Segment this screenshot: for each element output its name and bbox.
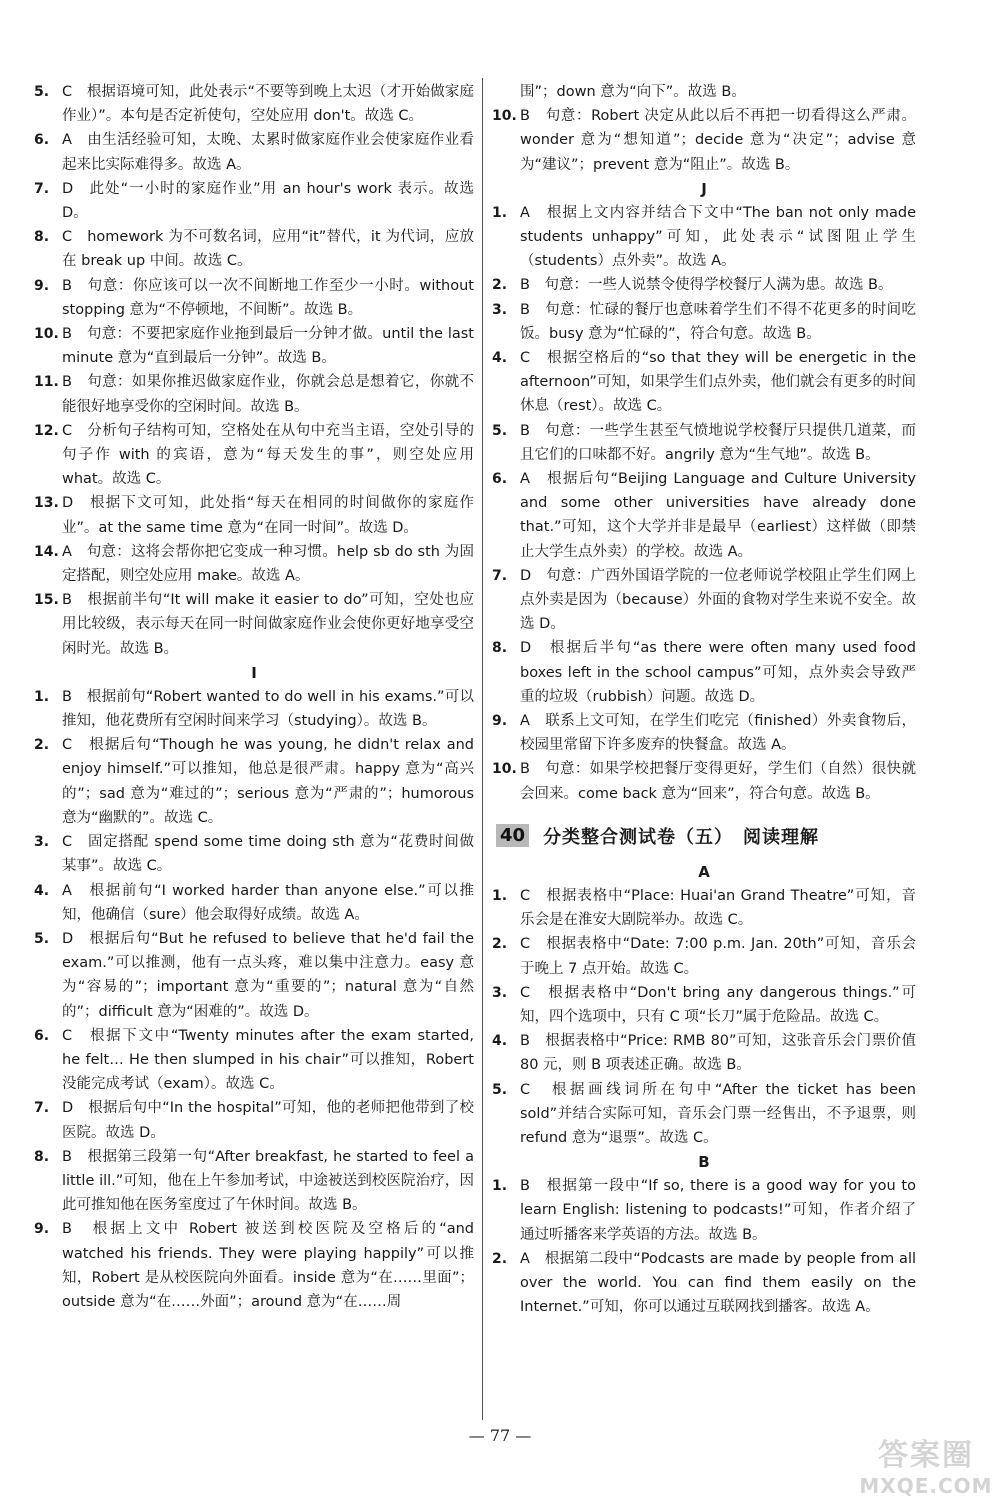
question-number: 4. (492, 350, 508, 367)
question-number: 6. (34, 1027, 50, 1044)
answer-entry (492, 884, 916, 932)
section-heading: J (701, 179, 707, 198)
question-number: 12. (34, 422, 59, 439)
explanation-text: B 句意：忙碌的餐厅也意味着学生们不得不花更多的时间吃饭。busy 意为“忙碌的”，符合句意。故选 B。 (520, 301, 916, 342)
question-number: 8. (34, 229, 50, 246)
question-number: 10. (492, 761, 517, 778)
explanation-text: C 根据表格中“Date: 7:00 p.m. Jan. 20th”可知，音乐会于晚上 7 点开始。故选 C。 (520, 936, 916, 977)
explanation-text: B 句意：一些学生甚至气愤地说学校餐厅只提供几道菜，而且它们的口味都不好。angrily 意为“生气地”。故选 B。 (520, 422, 916, 463)
question-number: 15. (34, 592, 59, 609)
question-number: 10. (34, 326, 59, 343)
question-number: 1. (34, 688, 50, 705)
answer-entry (492, 419, 916, 467)
answer-entry (34, 1217, 474, 1314)
answer-entry (34, 733, 474, 830)
section-heading: A (698, 862, 710, 881)
question-number: 1. (492, 887, 508, 904)
answer-entry (492, 932, 916, 980)
explanation-text: C 根据语境可知，此处表示“不要等到晚上太迟（才开始做家庭作业）”。本句是否定祈使句，空处应用 don't。故选 C。 (62, 84, 474, 125)
answer-entry (34, 225, 474, 273)
question-number: 5. (492, 1081, 508, 1098)
question-number: 3. (34, 834, 50, 851)
left-column (34, 80, 474, 1314)
answer-entry (492, 709, 916, 757)
answer-entry (492, 757, 916, 805)
explanation-text: B 句意：一些人说禁令使得学校餐厅人满为患。故选 B。 (520, 277, 893, 294)
explanation-text: B 根据第三段第一句“After breakfast, he started to feel a little ill.”可知，他在上午参加考试，中途被送到校医院治疗，因此可推知他在医务室度过了午休时间。故选 B。 (62, 1148, 474, 1214)
explanation-text: C 根据画线词所在句中“After the ticket has been sold”并结合实际可知，音乐会门票一经售出，不予退票，则 refund 意为“退票”。故选 C。 (520, 1081, 916, 1146)
explanation-text: B 句意：你应该可以一次不间断地工作至少一小时。without stopping 意为“不停顿地，不间断”。故选 B。 (62, 277, 474, 318)
explanation-text: 围”；down 意为“向下”。故选 B。 (520, 84, 746, 100)
explanation-text: A 由生活经验可知，太晚、太累时做家庭作业会使家庭作业看起来比实际难得多。故选 A。 (62, 132, 474, 173)
answer-entry (492, 80, 916, 104)
answer-entry (492, 981, 916, 1029)
explanation-text: C 根据下文中“Twenty minutes after the exam started, he felt… He then slumped in his chair”可以推知，Robert 没能完成考试（exam）。故选 C。 (62, 1027, 474, 1093)
explanation-text: D 此处“一小时的家庭作业”用 an hour's work 表示。故选 D。 (62, 180, 474, 222)
answer-entry (34, 1024, 474, 1097)
question-number: 6. (34, 132, 50, 149)
answer-entry (34, 274, 474, 322)
question-number: 13. (34, 495, 59, 512)
answer-entry (492, 1029, 916, 1077)
question-number: 1. (492, 204, 508, 221)
answer-entry (492, 1247, 916, 1320)
answer-entry (34, 322, 474, 370)
explanation-text: B 句意：如果你推迟做家庭作业，你就会总是想着它，你就不能很好地享受你的空闲时间。故选 B。 (62, 374, 474, 415)
answer-entry (492, 273, 916, 297)
watermark-bottom: MXQE.COM (859, 1474, 993, 1498)
answer-entry (34, 540, 474, 588)
explanation-text: C 根据表格中“Don't bring any dangerous things.”可知，四个选项中，只有 C 项“长刀”属于危险品。故选 C。 (520, 984, 916, 1025)
section-heading: I (251, 663, 257, 682)
watermark-logo (856, 1430, 996, 1500)
explanation-text: A 句意：这将会帮你把它变成一种习惯。help sb do sth 为固定搭配，则空处应用 make。故选 A。 (62, 543, 474, 585)
unit-number: 40 (496, 824, 529, 847)
explanation-text: B 根据第一段中“If so, there is a good way for you to learn English: listening to podcasts!”可知，作者介绍了通过听播客来学英语的方法。故选 B。 (520, 1178, 916, 1243)
explanation-text: A 根据上文内容并结合下文中“The ban not only made students unhappy”可知，此处表示“试图阻止学生（students）点外卖”。故选 A。 (520, 204, 916, 270)
explanation-text: C 根据空格后的“so that they will be energetic in the afternoon”可知，如果学生们点外卖，他们就会有更多的时间休息（rest）。故选 C。 (520, 350, 916, 415)
unit-heading (492, 820, 916, 852)
answer-entry (34, 830, 474, 878)
explanation-text: D 根据下文可知，此处指“每天在相同的时间做你的家庭作业”。at the same time 意为“在同一时间”。故选 D。 (62, 495, 474, 536)
question-number: 6. (492, 471, 508, 488)
answer-entry (34, 177, 474, 225)
question-number: 1. (492, 1178, 508, 1195)
explanation-text: A 根据前句“I worked harder than anyone else.”可以推知，他确信（sure）他会取得好成绩。故选 A。 (62, 882, 474, 923)
question-number: 7. (492, 567, 508, 584)
explanation-text: B 根据前句“Robert wanted to do well in his exams.”可以推知，他花费所有空闲时间来学习（studying）。故选 B。 (62, 688, 474, 730)
answer-entry (34, 419, 474, 492)
answer-entry (492, 467, 916, 564)
explanation-text: C 根据后句“Though he was young, he didn't relax and enjoy himself.”可以推知，他总是很严肃。happy 意为“高兴的”；sad 意为“难过的”；serious 意为“严肃的”；humorous 意为“幽默的”。故选 C。 (62, 737, 474, 826)
explanation-text: D 根据后句“But he refused to believe that he'd fail the exam.”可以推测，他有一点头疼，难以集中注意力。easy 意为“容易的”；important 意为“重要的”；natural 意为“自然的”；difficult 意为“困难的”。故选 D。 (62, 930, 474, 1020)
explanation-text: B 根据上文中 Robert 被送到校医院及空格后的“and watched his friends. They were playing happily”可以推知，Robert 是从校医院向外面看。inside 意为“在……里面”；outside 意为“在……外面”；around 意为“在……周 (62, 1221, 474, 1310)
explanation-text: C 根据表格中“Place: Huai'an Grand Theatre”可知，音乐会是在淮安大剧院举办。故选 C。 (520, 887, 916, 929)
explanation-text: D 句意：广西外国语学院的一位老师说学校阻止学生们网上点外卖是因为（because）外面的食物对学生来说不安全。故选 D。 (520, 567, 916, 633)
question-number: 8. (492, 640, 508, 657)
question-number: 4. (34, 882, 50, 899)
answer-entry (492, 104, 916, 177)
page-number: — 77 — (468, 1426, 532, 1445)
answer-entry (492, 346, 916, 419)
right-column (492, 80, 916, 1319)
unit-title: 分类整合测试卷（五） 阅读理解 (543, 826, 820, 848)
answer-entry (34, 128, 474, 176)
question-number: 5. (34, 84, 50, 100)
explanation-text: B 句意：Robert 决定从此以后不再把一切看得这么严肃。wonder 意为“想知道”；decide 意为“决定”；advise 意为“建议”；prevent 意为“阻止”。故选 B。 (520, 108, 916, 173)
column-divider (482, 78, 483, 1420)
question-number: 5. (34, 930, 50, 947)
explanation-text: C 分析句子结构可知，空格处在从句中充当主语，空处引导的句子作 with 的宾语，意为“每天发生的事”，则空处应用 what。故选 C。 (62, 422, 474, 488)
watermark-top: 答案圈 (878, 1438, 974, 1473)
section-heading: B (698, 1153, 710, 1172)
answer-entry (34, 370, 474, 418)
answer-entry (492, 201, 916, 274)
question-number: 2. (492, 1250, 508, 1267)
answer-entry (492, 564, 916, 637)
answer-entry (34, 879, 474, 927)
explanation-text: A 根据第二段中“Podcasts are made by people from all over the world. You can find them easily on the Internet.”可知，你可以通过互联网找到播客。故选 A。 (520, 1250, 916, 1316)
answer-entry (34, 588, 474, 661)
question-number: 2. (492, 936, 508, 953)
answer-entry (492, 1174, 916, 1247)
answer-entry (34, 1096, 474, 1144)
question-number: 9. (34, 277, 50, 294)
question-number: 5. (492, 422, 508, 439)
explanation-text: B 句意：不要把家庭作业拖到最后一分钟才做。until the last minute 意为“直到最后一分钟”。故选 B。 (62, 326, 474, 367)
question-number: 3. (492, 301, 508, 318)
answer-entry (492, 298, 916, 346)
answer-entry (492, 636, 916, 709)
question-number: 4. (492, 1033, 508, 1050)
question-number: 14. (34, 543, 59, 560)
explanation-text: D 根据后半句“as there were often many used food boxes left in the school campus”可知，点外卖会导致严重的垃圾（rubbish）问题。故选 D。 (520, 640, 916, 705)
question-number: 7. (34, 1100, 50, 1117)
explanation-text: C 固定搭配 spend some time doing sth 意为“花费时间做某事”。故选 C。 (62, 834, 474, 875)
answer-entry (34, 927, 474, 1024)
explanation-text: B 根据表格中“Price: RMB 80”可知，这张音乐会门票价值 80 元，则 B 项表述正确。故选 B。 (520, 1033, 916, 1074)
question-number: 11. (34, 374, 59, 391)
explanation-text: A 联系上文可知，在学生们吃完（finished）外卖食物后，校园里常留下许多废弃的快餐盒。故选 A。 (520, 713, 916, 754)
question-number: 7. (34, 180, 50, 197)
question-number: 8. (34, 1148, 50, 1165)
question-number: 2. (34, 737, 50, 754)
question-number: 2. (492, 277, 508, 294)
answer-entry (34, 491, 474, 539)
question-number: 9. (492, 713, 508, 730)
question-number: 10. (492, 108, 517, 125)
answer-entry (34, 80, 474, 128)
explanation-text: D 根据后句中“In the hospital”可知，他的老师把他带到了校医院。故选 D。 (62, 1100, 474, 1141)
question-number: 9. (34, 1221, 50, 1238)
explanation-text: A 根据后句“Beijing Language and Culture University and some other universities have already done that.”可知，这个大学并非是最早（earliest）这样做（即禁止大学生点外卖）的学校。故选 A。 (520, 471, 916, 560)
explanation-text: B 根据前半句“It will make it easier to do”可知，空处也应用比较级，表示每天在同一时间做家庭作业会使你更好地享受空闲时光。故选 B。 (62, 592, 474, 657)
explanation-text: B 句意：如果学校把餐厅变得更好，学生们（自然）很快就会回来。come back 意为“回来”，符合句意。故选 B。 (520, 761, 916, 802)
answer-entry (34, 1145, 474, 1218)
answer-entry (34, 685, 474, 733)
answer-entry (492, 1078, 916, 1151)
question-number: 3. (492, 984, 508, 1001)
explanation-text: C homework 为不可数名词，应用“it”替代，it 为代词，应放在 break up 中间。故选 C。 (62, 229, 474, 270)
